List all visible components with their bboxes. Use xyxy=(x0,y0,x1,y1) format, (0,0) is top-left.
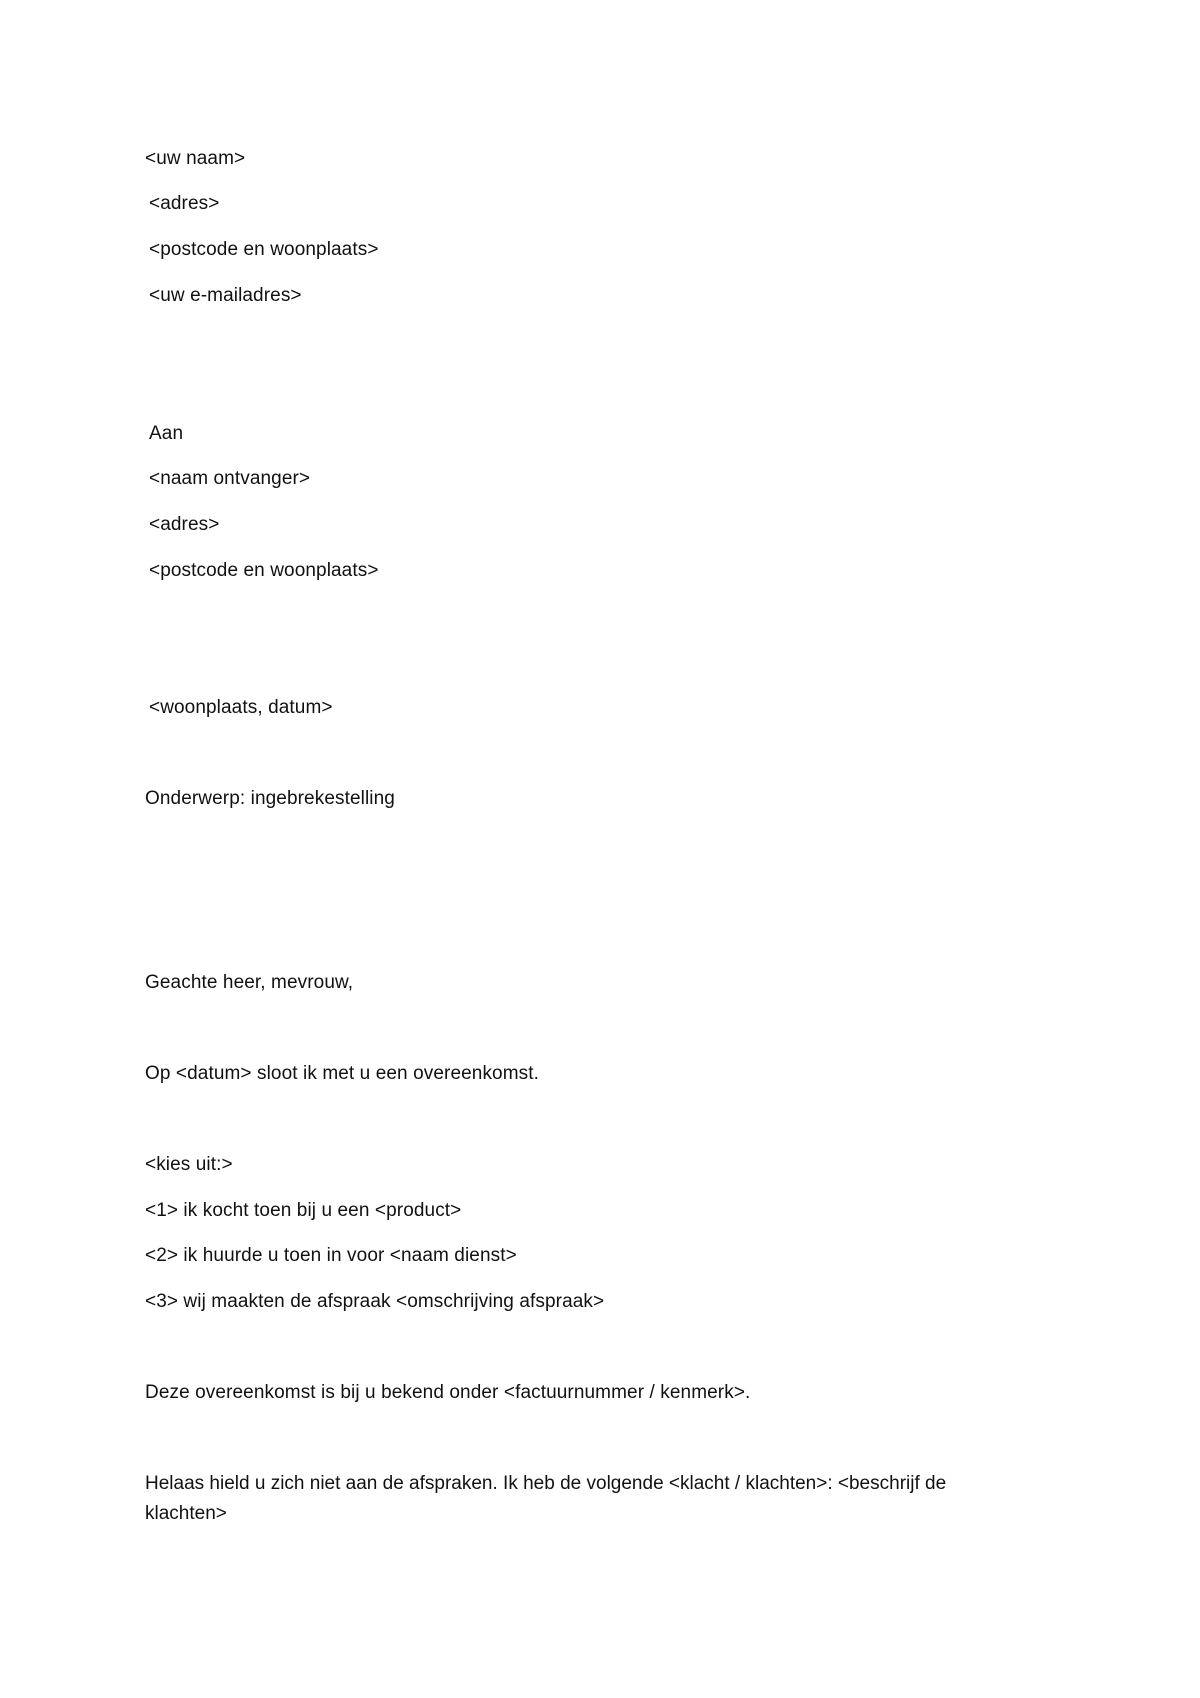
agreement-sentence: Op <datum> sloot ik met u een overeenkomst. xyxy=(145,1063,540,1084)
place-date: <woonplaats, datum> xyxy=(149,697,333,718)
option-item: <2> ik huurde u toen in voor <naam dienst> xyxy=(145,1245,517,1266)
sender-email: <uw e-mailadres> xyxy=(149,285,302,306)
salutation: Geachte heer, mevrouw, xyxy=(145,972,354,993)
sender-name: <uw naam> xyxy=(145,148,246,169)
recipient-to-label: Aan xyxy=(149,423,184,444)
recipient-address: <adres> xyxy=(149,514,220,535)
known-under-sentence: Deze overeenkomst is bij u bekend onder <factuurnummer / kenmerk>. xyxy=(145,1382,751,1403)
complaints-paragraph: Helaas hield u zich niet aan de afspraken. Ik heb de volgende <klacht / klachten>: <beschrijf de klachten> xyxy=(145,1473,947,1524)
choose-label: <kies uit:> xyxy=(145,1154,233,1175)
sender-postcode-city: <postcode en woonplaats> xyxy=(149,239,379,260)
sender-address: <adres> xyxy=(149,193,220,214)
option-item: <1> ik kocht toen bij u een <product> xyxy=(145,1200,462,1221)
option-item: <3> wij maakten de afspraak <omschrijving afspraak> xyxy=(145,1291,605,1312)
recipient-postcode-city: <postcode en woonplaats> xyxy=(149,560,379,581)
subject-line: Onderwerp: ingebrekestelling xyxy=(145,788,395,809)
recipient-name: <naam ontvanger> xyxy=(149,468,311,489)
